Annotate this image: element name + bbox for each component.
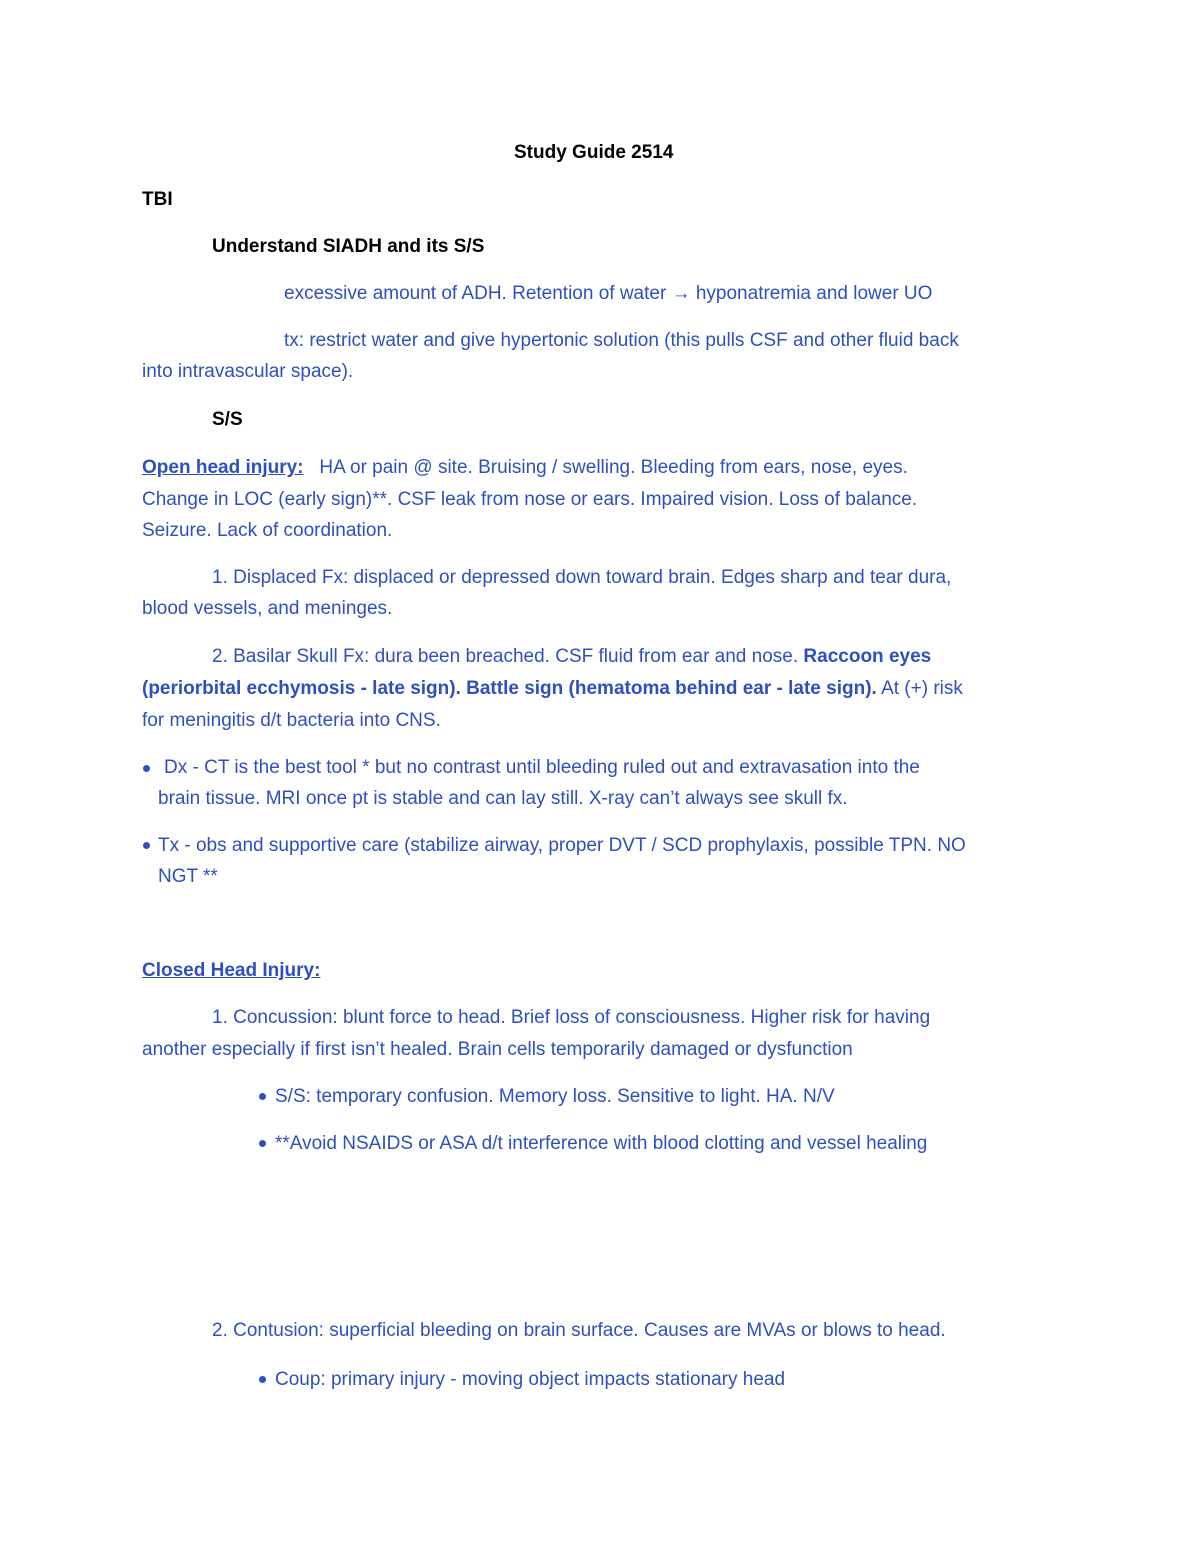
concussion-ss: S/S: temporary confusion. Memory loss. Sensitive to light. HA. N/V: [275, 1086, 835, 1107]
open-head-line3: Seizure. Lack of coordination.: [142, 520, 393, 541]
coup-line: Coup: primary injury - moving object impacts stationary head: [275, 1369, 786, 1390]
risk-text: At (+) risk: [881, 678, 963, 699]
displaced-fx-line2: blood vessels, and meninges.: [142, 598, 393, 619]
concussion-avoid: **Avoid NSAIDS or ASA d/t interference with blood clotting and vessel healing: [275, 1133, 928, 1154]
open-head-line1: [142, 455, 908, 481]
basilar-fx-text: 2. Basilar Skull Fx: dura been breached. CSF fluid from ear and nose.: [212, 646, 799, 667]
concussion-line1: 1. Concussion: blunt force to head. Brief loss of consciousness. Higher risk for having: [212, 1007, 931, 1028]
siadh-heading: Understand SIADH and its S/S: [212, 236, 485, 257]
bullet-icon: [143, 842, 150, 849]
late-signs: (periorbital ecchymosis - late sign). Battle sign (hematoma behind ear - late sign).: [142, 678, 877, 699]
dx-line2: brain tissue. MRI once pt is stable and can lay still. X-ray can’t always see skull fx.: [158, 788, 848, 809]
bullet-icon: [143, 765, 150, 772]
open-head-text: HA or pain @ site. Bruising / swelling. Bleeding from ears, nose, eyes.: [319, 457, 908, 478]
bullet-icon: [259, 1376, 266, 1383]
bullet-icon: [259, 1140, 266, 1147]
displaced-fx-line1: 1. Displaced Fx: displaced or depressed down toward brain. Edges sharp and tear dura,: [212, 567, 952, 588]
concussion-line2: another especially if first isn’t healed. Brain cells temporarily damaged or dysfunction: [142, 1039, 853, 1060]
open-head-line2: Change in LOC (early sign)**. CSF leak from nose or ears. Impaired vision. Loss of balance.: [142, 489, 918, 510]
open-head-label: Open head injury:: [142, 457, 304, 478]
ss-heading: S/S: [212, 409, 243, 430]
basilar-fx-line1: [212, 644, 931, 670]
basilar-fx-line2: [142, 676, 963, 702]
closed-head-label: Closed Head Injury:: [142, 960, 321, 981]
tx-line2: NGT **: [158, 866, 218, 887]
dx-line1: Dx - CT is the best tool * but no contrast until bleeding ruled out and extravasation into the: [164, 757, 920, 778]
raccoon-eyes: Raccoon eyes: [803, 646, 932, 667]
contusion-line: 2. Contusion: superficial bleeding on brain surface. Causes are MVAs or blows to head.: [212, 1320, 946, 1341]
basilar-fx-line3: for meningitis d/t bacteria into CNS.: [142, 710, 441, 731]
siadh-treatment-line1: tx: restrict water and give hypertonic solution (this pulls CSF and other fluid back: [284, 330, 959, 351]
section-heading-tbi: TBI: [142, 189, 173, 210]
bullet-icon: [259, 1093, 266, 1100]
siadh-definition: excessive amount of ADH. Retention of water → hyponatremia and lower UO: [284, 283, 933, 304]
siadh-treatment-line2: into intravascular space).: [142, 361, 354, 382]
tx-line1: Tx - obs and supportive care (stabilize airway, proper DVT / SCD prophylaxis, possible TPN. NO: [158, 835, 966, 856]
page-title: Study Guide 2514: [514, 142, 674, 163]
